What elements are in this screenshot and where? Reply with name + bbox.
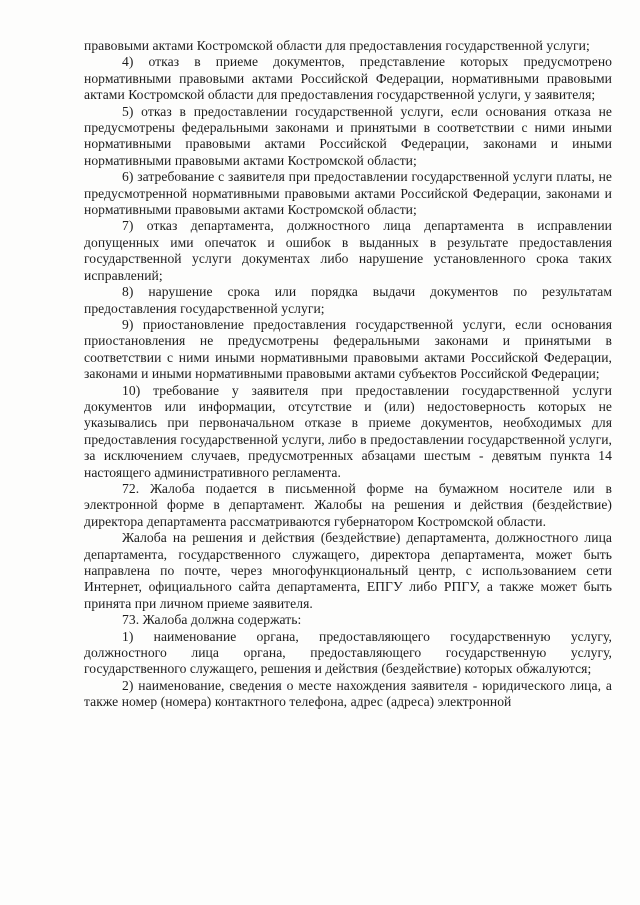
paragraph-requirement-2: 2) наименование, сведения о месте нахождения заявителя - юридического лица, а также номер (номера) контактного телефона, адрес (адреса) электронной [84,677,612,710]
paragraph-clause-73: 73. Жалоба должна содержать: [122,612,302,628]
paragraph-item-7: 7) отказ департамента, должностного лица департамента в исправлении допущенных ими опечаток и ошибок в выданных в результате предоставления государственной услуги документах либо нарушение установленного срока таких исправлений; [84,218,612,283]
paragraph-clause-72: 72. Жалоба подается в письменной форме на бумажном носителе или в электронной форме в департамент. Жалобы на решения и действия (бездействие) директора департамента рассматриваются губернатором Костромской области. [84,480,612,529]
paragraph-item-8: 8) нарушение срока или порядка выдачи документов по результатам предоставления государственной услуги; [84,284,612,316]
paragraph-item-10: 10) требование у заявителя при предоставлении государственной услуги документов или информации, отсутствие и (или) недостоверность которых не указывались при первоначальном отказе в приеме документов, необходимых для предоставления государственной услуги, либо в предоставлении государственной услуги, за исключением случаев, предусмотренных абзацами шестым - девятым пункта 14 настоящего административного регламента. [84,382,612,480]
paragraph-item-6: 6) затребование с заявителя при предоставлении государственной услуги платы, не предусмотренной нормативными правовыми актами Российской Федерации, законами и нормативными правовыми актами Костромской области; [84,169,612,218]
document-body [84,38,612,711]
paragraph-item-4: 4) отказ в приеме документов, представление которых предусмотрено нормативными правовыми актами Российской Федерации, нормативными правовыми актами Костромской области для предоставления государственной услуги, у заявителя; [84,54,612,103]
paragraph-item-5: 5) отказ в предоставлении государственной услуги, если основания отказа не предусмотрены федеральными законами и принятыми в соответствии с ними иными нормативными правовыми актами Российской Федерации, законами и иными нормативными правовыми актами Костромской области; [84,103,612,168]
paragraph-requirement-1: 1) наименование органа, предоставляющего государственную услугу, должностного лица органа, предоставляющего государственную услугу, государственного служащего, решения и действия (бездействие) которых обжалуются; [84,628,612,677]
paragraph-continuation: правовыми актами Костромской области для предоставления государственной услуги; [84,38,590,53]
paragraph-complaint-channels: Жалоба на решения и действия (бездействие) департамента, должностного лица департамента, государственного служащего, директора департамента, может быть направлена по почте, через многофункциональный центр, с использованием сети Интернет, официального сайта департамента, ЕПГУ либо РПГУ, а также может быть принята при личном приеме заявителя. [84,530,612,611]
paragraph-item-9: 9) приостановление предоставления государственной услуги, если основания приостановления не предусмотрены федеральными законами и принятыми в соответствии с ними иными нормативными правовыми актами Российской Федерации, законами и иными нормативными правовыми актами субъектов Российской Федерации; [84,316,612,382]
